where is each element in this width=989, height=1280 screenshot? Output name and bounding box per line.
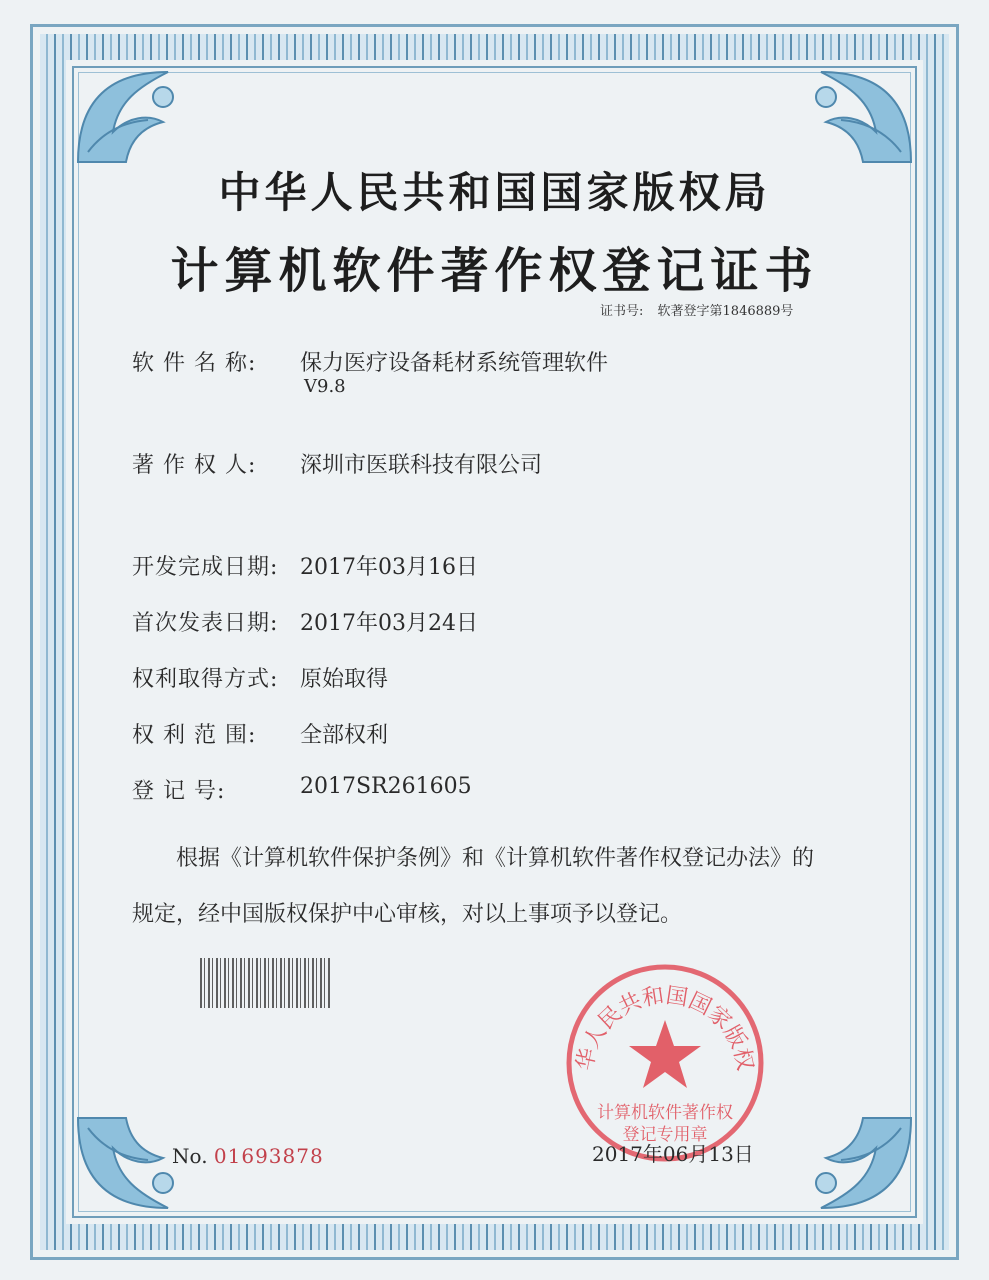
certificate-number xyxy=(600,300,803,319)
pub-date-value: 2017年03月24日 xyxy=(300,611,478,636)
certificate-number-value: 软著登字第1846889号 xyxy=(657,304,794,319)
software-name-row xyxy=(132,346,608,377)
software-version: V9.8 xyxy=(304,376,346,397)
corner-ornament-icon xyxy=(771,1108,921,1218)
right-method-label: 权利取得方式: xyxy=(132,667,279,692)
seal-line-2: 登记专用章 xyxy=(622,1125,708,1145)
serial-value: 01693878 xyxy=(213,1144,324,1168)
statement-paragraph-2: 规定，经中国版权保护中心审核，对以上事项予以登记。 xyxy=(132,902,683,927)
serial-label: No. xyxy=(172,1144,208,1168)
reg-no-label: 登 记 号: xyxy=(132,779,226,804)
corner-ornament-icon xyxy=(68,62,218,172)
issuing-authority: 中华人民共和国国家版权局 xyxy=(218,168,771,217)
seal-star-icon xyxy=(629,1020,701,1088)
pub-date-row xyxy=(132,606,478,637)
official-seal xyxy=(560,958,770,1168)
reg-no-value: 2017SR261605 xyxy=(300,774,472,799)
dev-date-value: 2017年03月16日 xyxy=(300,555,478,580)
dev-date-row xyxy=(132,550,478,581)
owner-row xyxy=(132,448,542,479)
issue-date: 2017年06月13日 xyxy=(592,1142,754,1166)
software-version-row xyxy=(304,376,346,397)
seal-ring-text: 华人民共和国国家版权 xyxy=(572,983,758,1073)
serial-number xyxy=(172,1144,324,1168)
certificate-number-label: 证书号: xyxy=(600,304,644,319)
seal-line-1: 计算机软件著作权 xyxy=(597,1103,733,1123)
scope-label: 权 利 范 围: xyxy=(132,723,257,748)
right-method-value: 原始取得 xyxy=(300,667,389,692)
corner-ornament-icon xyxy=(771,62,921,172)
software-name-value: 保力医疗设备耗材系统管理软件 xyxy=(300,351,609,376)
scope-value: 全部权利 xyxy=(300,723,389,748)
right-method-row xyxy=(132,662,388,693)
reg-no-row xyxy=(132,774,472,805)
dev-date-label: 开发完成日期: xyxy=(132,555,279,580)
pub-date-label: 首次发表日期: xyxy=(132,611,279,636)
barcode-icon xyxy=(200,958,332,1008)
software-name-label: 软 件 名 称: xyxy=(132,351,257,376)
owner-label: 著 作 权 人: xyxy=(132,453,257,478)
scope-row xyxy=(132,718,388,749)
owner-value: 深圳市医联科技有限公司 xyxy=(300,453,543,478)
certificate-title: 计算机软件著作权登记证书 xyxy=(170,243,819,299)
statement-paragraph-1: 根据《计算机软件保护条例》和《计算机软件著作权登记办法》的 xyxy=(176,846,815,871)
